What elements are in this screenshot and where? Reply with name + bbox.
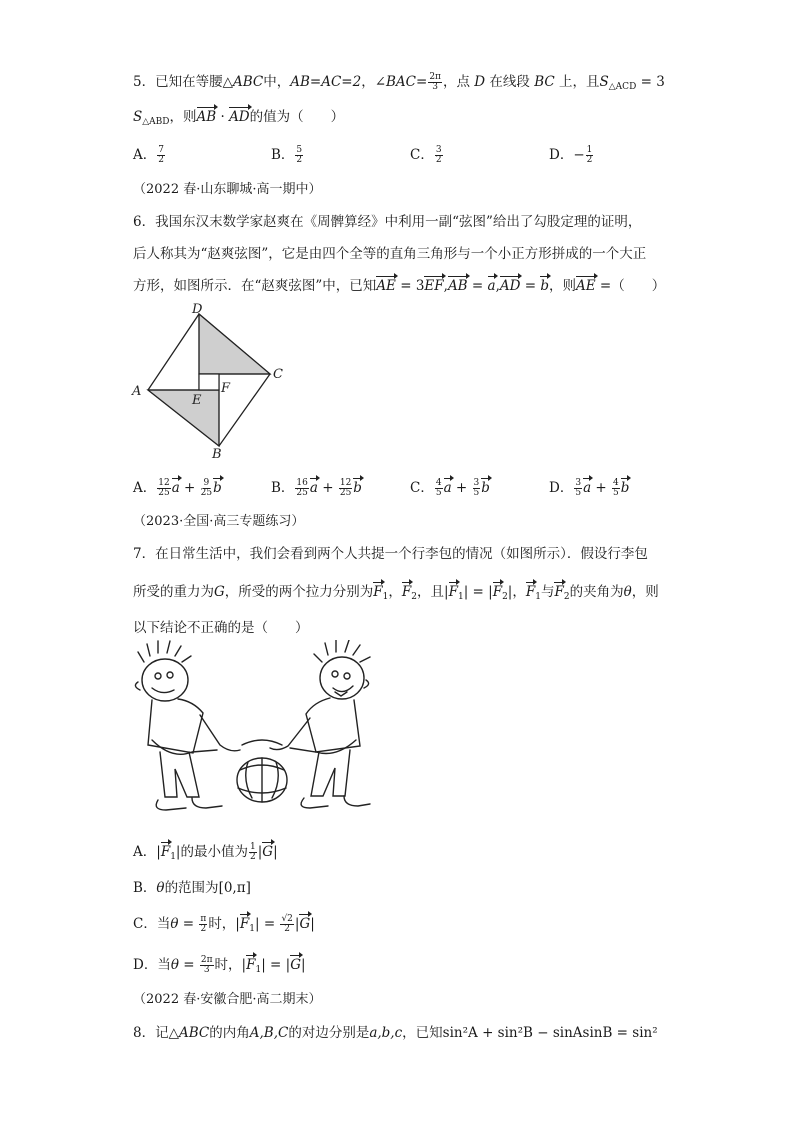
q7-option-b[interactable]: B．θ的范围为[0,π] bbox=[133, 880, 251, 896]
q5-line1: 5．已知在等腰△ABC中，AB=AC=2，∠BAC= $\frac{2\pi}{3}$ ，点 D 在线段 BC 上，且$S_{\triangle ACD} = 3$ bbox=[133, 72, 665, 92]
q8-source: （2022 春·安徽合肥·高二期末） bbox=[133, 992, 322, 1007]
q6-option-c[interactable]: C． $\frac{4}{5}$ a + $\frac{3}{5}$ b bbox=[410, 478, 490, 498]
q6-option-a[interactable]: A． $\frac{12}{25}$ a + $\frac{9}{25}$ b bbox=[133, 478, 222, 498]
label-e: E bbox=[192, 393, 202, 408]
label-a: A bbox=[132, 384, 142, 399]
q7-line2: 所受的重力为G，所受的两个拉力分别为$F_1$，$F_2$，且$|F_1| = |F_2|$，$F_1$与$F_2$的夹角为θ，则 bbox=[133, 584, 659, 602]
inner-square bbox=[199, 374, 219, 390]
q6-source: （2022 春·山东聊城·高一期中） bbox=[133, 182, 322, 197]
q8-formula: sin²A + sin²B − sinAsinB = sin² bbox=[442, 1025, 658, 1041]
q7-option-d[interactable]: D．当θ = $\frac{2\pi}{3}$ 时，$|F_1| = |G|$ bbox=[133, 955, 306, 975]
label-f: F bbox=[221, 381, 231, 396]
q7-line3: 以下结论不正确的是（ ） bbox=[133, 620, 309, 636]
q5-option-d[interactable]: D．− $\frac{1}{2}$ bbox=[549, 145, 593, 165]
q6-line1: 6．我国东汉末数学家赵爽在《周髀算经》中利用一副“弦图”给出了勾股定理的证明， bbox=[133, 214, 642, 230]
q5-option-a[interactable]: A． $\frac{7}{2}$ bbox=[133, 145, 164, 165]
shaded-triangle-bottom bbox=[148, 390, 219, 446]
q5-line2: $S_{\triangle ABD}$，则AB · AD的值为（ ） bbox=[133, 109, 345, 127]
q7-option-c[interactable]: C．当θ = $\frac{\pi}{2}$ 时，$|F_1|$ = $\frac{√2}{2}$ |G| bbox=[133, 914, 315, 934]
q6-line2: 后人称其为“赵爽弦图”，它是由四个全等的直角三角形与一个小正方形拼成的一个大正 bbox=[133, 246, 647, 262]
label-b: B bbox=[212, 447, 222, 460]
q7-option-a[interactable]: A．$|F_1|$的最小值为 $\frac{1}{2}$ |G| bbox=[133, 842, 278, 862]
q6-option-b[interactable]: B． $\frac{16}{25}$ a + $\frac{12}{25}$ b bbox=[271, 478, 362, 498]
two-people-carrying-bag-illustration bbox=[130, 640, 385, 830]
q6-option-d[interactable]: D． $\frac{3}{5}$ a + $\frac{4}{5}$ b bbox=[549, 478, 630, 498]
q6-line3: 方形，如图所示．在“赵爽弦图”中，已知AE = 3EF,AB = a,AD = b，则AE =（ ） bbox=[133, 278, 666, 294]
q7-line1: 7．在日常生活中，我们会看到两个人共提一个行李包的情况（如图所示）．假设行李包 bbox=[133, 546, 648, 562]
q5-option-c[interactable]: C． $\frac{3}{2}$ bbox=[410, 145, 442, 165]
shaded-triangle-top bbox=[199, 314, 270, 374]
label-c: C bbox=[273, 367, 283, 382]
q8-line1: 8．记△ABC的内角A,B,C的对边分别是a,b,c，已知sin²A + sin²B − sinAsinB = sin² bbox=[133, 1025, 658, 1041]
zhao-shuang-figure bbox=[128, 300, 293, 460]
q5-option-b[interactable]: B． $\frac{5}{2}$ bbox=[271, 145, 303, 165]
label-d: D bbox=[192, 302, 203, 317]
q7-source: （2023·全国·高三专题练习） bbox=[133, 514, 305, 529]
